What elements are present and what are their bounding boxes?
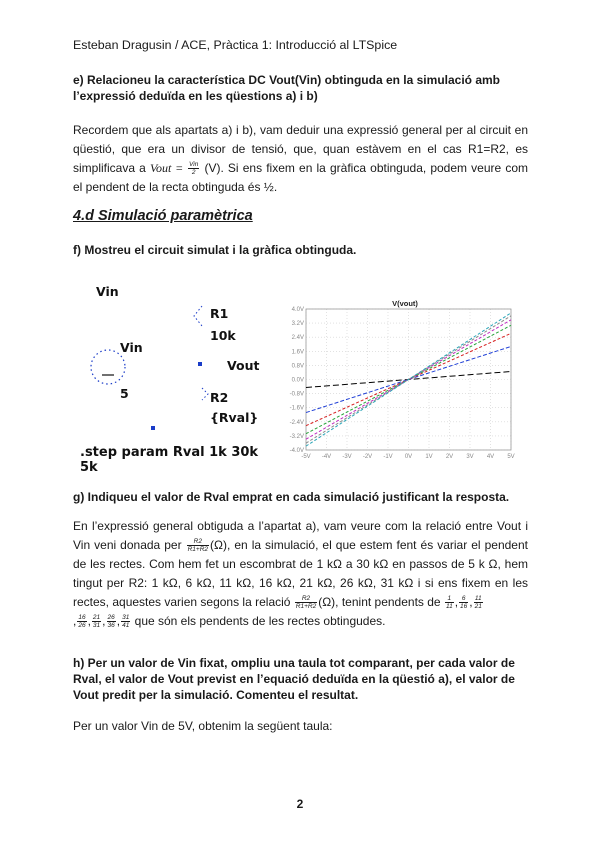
comma: , [454, 595, 459, 609]
paragraph-g-s3: (Ω), tenint pendents de [318, 595, 444, 609]
comma: , [102, 614, 106, 628]
page-number: 2 [296, 797, 304, 811]
vout-node [198, 362, 202, 366]
r2-name: R2 [210, 390, 229, 405]
slope-denominator: 41 [122, 622, 130, 630]
vout-label: Vout [227, 358, 260, 373]
slope-numerator: 16 [78, 614, 86, 622]
slope-numerator: 31 [122, 614, 130, 622]
fraction-denominator: 2 [191, 169, 196, 177]
y-tick-label: 0.8V [291, 363, 304, 370]
slope-numerator: 11 [474, 595, 482, 603]
relation-fraction-2 [295, 595, 317, 610]
formula-fraction [188, 161, 199, 176]
paragraph-h: Per un valor Vin de 5V, obtenim la següent taula: [73, 719, 333, 733]
question-g: g) Indiqueu el valor de Rval emprat en cada simulació justificant la resposta. [73, 490, 510, 504]
dc-sweep-chart [284, 295, 529, 470]
comma: , [469, 595, 473, 609]
slope-fraction [459, 595, 468, 610]
y-tick-label: -2.4V [289, 419, 304, 426]
x-tick-label: -2V [362, 454, 373, 460]
x-tick-label: 3V [466, 454, 474, 460]
x-tick-label: 1V [425, 454, 433, 460]
x-tick-label: -3V [342, 454, 352, 460]
fraction-denominator: R1+R2 [295, 603, 317, 611]
paragraph-e-part1: Recordem que als apartats a) i b), vam deduir una expressió general per al circuit en qüestió, que era un divisor de tensió, que, quan estàvem en el cas R1=R2, es simplificava a [73, 123, 528, 175]
x-tick-label: 0V [404, 454, 413, 460]
y-tick-label: -1.6V [289, 405, 304, 412]
slope-fraction [474, 595, 483, 610]
y-tick-label: 0.0V [291, 377, 304, 384]
r2-symbol [202, 388, 208, 400]
slope-fraction [77, 614, 86, 629]
y-tick-label: -3.2V [289, 433, 304, 440]
paragraph-g [73, 517, 528, 631]
paragraph-g-s4: que són els pendents de les rectes obtingudes. [131, 614, 386, 628]
fraction-numerator: Vin [189, 161, 199, 169]
slope-denominator: 36 [107, 622, 115, 630]
slope-denominator: 31 [92, 622, 101, 630]
slope-denominator: 11 [445, 603, 453, 611]
y-tick-label: -0.8V [289, 391, 304, 398]
y-tick-label: 1.6V [291, 349, 304, 356]
page-header: Esteban Dragusin / ACE, Pràctica 1: Introducció al LTSpice [73, 38, 398, 52]
question-f: f) Mostreu el circuit simulat i la gràfica obtinguda. [73, 243, 357, 257]
slope-numerator: 1 [445, 595, 454, 603]
fraction-numerator: R2 [295, 595, 317, 603]
comma: , [73, 614, 77, 628]
x-tick-label: -4V [321, 454, 332, 460]
comma: , [87, 614, 91, 628]
formula-eq: = [171, 161, 188, 175]
x-tick-label: 4V [486, 454, 495, 460]
step-directive: .step param Rval 1k 30k 5k [80, 445, 259, 475]
slope-numerator: 21 [92, 614, 101, 622]
y-tick-label: 3.2V [291, 321, 304, 328]
r1-name: R1 [210, 306, 229, 321]
paragraph-g-s2: (Ω), en la simulació, el que estem fent és variar el pendent de les rectes. Com hem fet un escombrat de 1 kΩ a 30 kΩ en passos de 5 k Ω, hem tingut per R2: 1 kΩ, 6 kΩ, 11 kΩ, 16 kΩ, 21 kΩ, 26 kΩ, 31 kΩ i si ens fixem en les rectes, aquestes varien segons la relació [73, 538, 528, 609]
paragraph-g-s1: En l’expressió general obtiguda a l’apartat a), vam veure com la relació entre Vout i Vin veni donada per [73, 519, 528, 552]
section-title: 4.d Simulació paramètrica [73, 208, 253, 224]
slope-denominator: 26 [78, 622, 86, 630]
fraction-denominator: R1+R2 [187, 546, 209, 554]
x-tick-label: 5V [507, 454, 515, 460]
r1-symbol [194, 306, 202, 326]
paragraph-e-part2: (V). Si ens fixem en la gràfica obtinguda, podem veure com el pendent de la recta obtinguda és ½. [73, 161, 528, 194]
slope-denominator: 21 [474, 603, 482, 611]
schematic [78, 280, 268, 475]
source-name: Vin [120, 340, 143, 355]
x-tick-label: 2V [445, 454, 454, 460]
relation-fraction-1 [187, 538, 209, 553]
r2-value: {Rval} [210, 410, 259, 425]
slope-fraction [107, 614, 116, 629]
formula-lhs: Vout [149, 161, 172, 175]
y-tick-label: -4.0V [289, 448, 304, 454]
slope-numerator: 6 [459, 595, 468, 603]
question-e: e) Relacioneu la característica DC Vout(Vin) obtinguda en la simulació amb l’expressió deduïda en les qüestions a) i b) [73, 73, 500, 103]
vin-label-top: Vin [96, 284, 119, 299]
x-tick-label: -1V [383, 454, 393, 460]
slope-fraction [92, 614, 101, 629]
y-tick-label: 4.0V [291, 307, 304, 313]
source-value: 5 [120, 386, 129, 401]
slope-numerator: 26 [107, 614, 115, 622]
source-circle [91, 350, 125, 384]
question-h: h) Per un valor de Vin fixat, ompliu una taula tot comparant, per cada valor de Rval, el valor de Vout previst en l’equació deduïda en la qüestió a), el valor de Vout predit per la simulació. Comenteu el resultat. [73, 656, 515, 702]
comma: , [116, 614, 121, 628]
paragraph-e [73, 121, 528, 197]
y-tick-label: 2.4V [291, 335, 304, 342]
r1-value: 10k [210, 328, 236, 343]
ground-node [151, 426, 155, 430]
fraction-numerator: R2 [187, 538, 209, 546]
x-tick-label: -5V [301, 454, 311, 460]
slope-fraction [121, 614, 130, 629]
slope-fraction [445, 595, 454, 610]
slope-denominator: 16 [460, 603, 468, 611]
chart-title: V(vout) [392, 299, 418, 308]
